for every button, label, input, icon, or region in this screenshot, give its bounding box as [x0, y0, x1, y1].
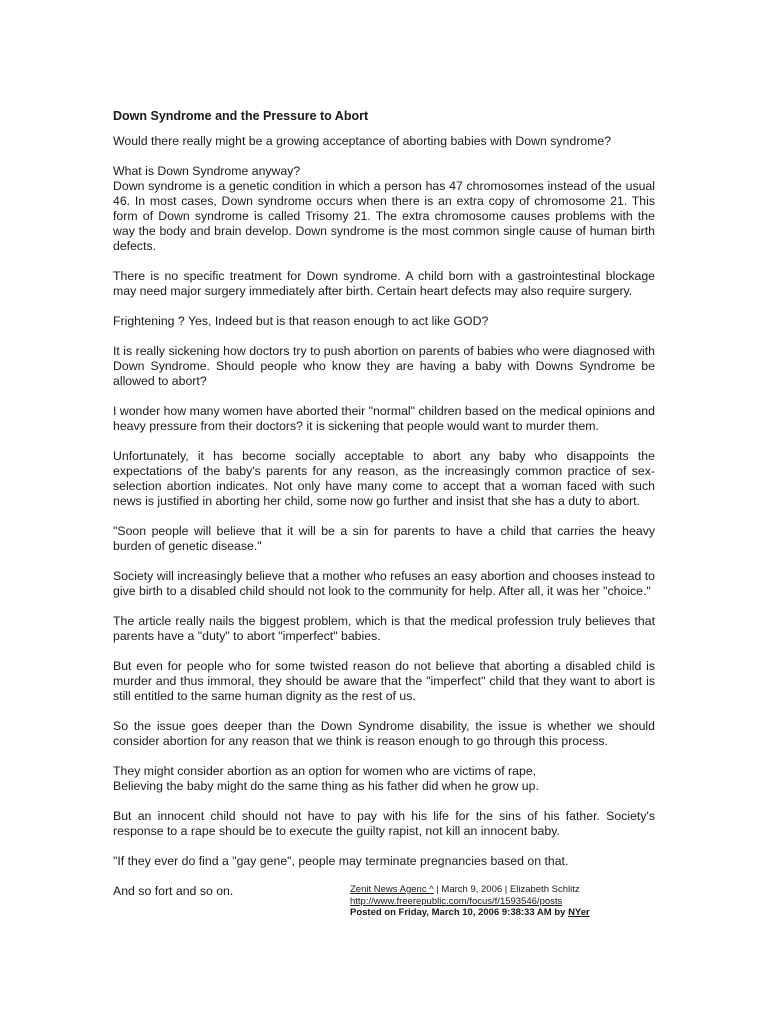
- paragraph-quote-sin: [113, 524, 655, 554]
- paragraph-line: So the issue goes deeper than the Down Syndrome disability, the issue is whether we should consider abortion for any reason that we think is reason enough to go through this process.: [113, 719, 655, 748]
- paragraph-line: But an innocent child should not have to pay with his life for the sins of his father. Society's response to a rape should be to execute the guilty rapist, not kill an innocent baby.: [113, 809, 655, 838]
- source-row-url: [350, 896, 655, 908]
- paragraph-line: Down syndrome is a genetic condition in which a person has 47 chromosomes instead of the usual 46. In most cases, Down syndrome occurs when there is an extra copy of chromosome 21. This form of Down syndrome is called Trisomy 21. The extra chromosome causes problems with the way the body and brain develop. Down syndrome is the most common single cause of human birth defects.: [113, 179, 655, 253]
- source-url-link[interactable]: http://www.freerepublic.com/focus/f/1593546/posts: [350, 895, 563, 907]
- source-citation: [350, 884, 655, 919]
- paragraph-line: Would there really might be a growing acceptance of aborting babies with Down syndrome?: [113, 134, 612, 148]
- paragraph-sickening-doctors: [113, 344, 655, 389]
- source-row-posted: [350, 907, 655, 919]
- closing-line: And so fort and so on.: [113, 884, 234, 898]
- paragraph-socially-acceptable: [113, 449, 655, 509]
- paragraph-intro-question: [113, 134, 655, 149]
- posted-on-text: Posted on Friday, March 10, 2006 9:38:33 AM by: [350, 907, 569, 918]
- paragraph-frightening: [113, 314, 655, 329]
- paragraph-line: It is really sickening how doctors try to push abortion on parents of babies who were diagnosed with Down Syndrome. Should people who know they are having a baby with Downs Syndrome be allowed to abort?: [113, 344, 655, 388]
- source-row-publication: [350, 884, 655, 896]
- paragraph-issue-deeper: [113, 719, 655, 749]
- paragraph-heading-line: What is Down Syndrome anyway?: [113, 164, 301, 178]
- paragraph-line: Frightening ? Yes, Indeed but is that reason enough to act like GOD?: [113, 314, 489, 328]
- paragraph-gay-gene: [113, 854, 655, 869]
- paragraph-treatment: [113, 269, 655, 299]
- paragraph-line: They might consider abortion as an option for women who are victims of rape,: [113, 764, 537, 778]
- document-footer: [113, 884, 655, 924]
- paragraph-line: I wonder how many women have aborted their "normal" children based on the medical opinions and heavy pressure from their doctors? it is sickening that people would want to murder them.: [113, 404, 655, 433]
- paragraph-wonder-how-many: [113, 404, 655, 434]
- document-title: Down Syndrome and the Pressure to Abort: [113, 109, 369, 123]
- paragraph-line: Society will increasingly believe that a mother who refuses an easy abortion and chooses instead to give birth to a disabled child should not look to the community for help. After all, it was her "choice.": [113, 569, 655, 598]
- posted-by-link[interactable]: NYer: [568, 907, 590, 918]
- paragraph-line: Unfortunately, it has become socially acceptable to abort any baby who disappoints the expectations of the baby's parents for any reason, as the increasingly common practice of sex-selection abortion indicates. Not only have many come to accept that a woman faced with such news is justified in aborting her child, some now go further and insist that she has a duty to abort.: [113, 449, 655, 508]
- paragraph-line: But even for people who for some twisted reason do not believe that aborting a disabled child is murder and thus immoral, they should be aware that the "imperfect" child that they want to abort is still entitled to the same human dignity as the rest of us.: [113, 659, 655, 703]
- paragraph-twisted-reason: [113, 659, 655, 704]
- paragraph-society-believe: [113, 569, 655, 599]
- document-page: [113, 108, 655, 924]
- paragraph-line: The article really nails the biggest problem, which is that the medical profession truly believes that parents have a "duty" to abort "imperfect" babies.: [113, 614, 655, 643]
- paragraph-rape-victims: [113, 764, 655, 794]
- paragraph-article-nails: [113, 614, 655, 644]
- paragraph-innocent-child: [113, 809, 655, 839]
- publication-link[interactable]: Zenit News Agenc ^: [350, 884, 434, 895]
- source-date-author: | March 9, 2006 | Elizabeth Schlitz: [433, 884, 580, 895]
- paragraph-what-is-down-syndrome: [113, 164, 655, 254]
- paragraph-line: "If they ever do find a "gay gene", people may terminate pregnancies based on that.: [113, 854, 569, 868]
- paragraph-line: There is no specific treatment for Down syndrome. A child born with a gastrointestinal blockage may need major surgery immediately after birth. Certain heart defects may also require surgery.: [113, 269, 655, 298]
- paragraph-line: "Soon people will believe that it will be a sin for parents to have a child that carries the heavy burden of genetic disease.": [113, 524, 655, 553]
- paragraph-line: Believing the baby might do the same thing as his father did when he grow up.: [113, 779, 539, 793]
